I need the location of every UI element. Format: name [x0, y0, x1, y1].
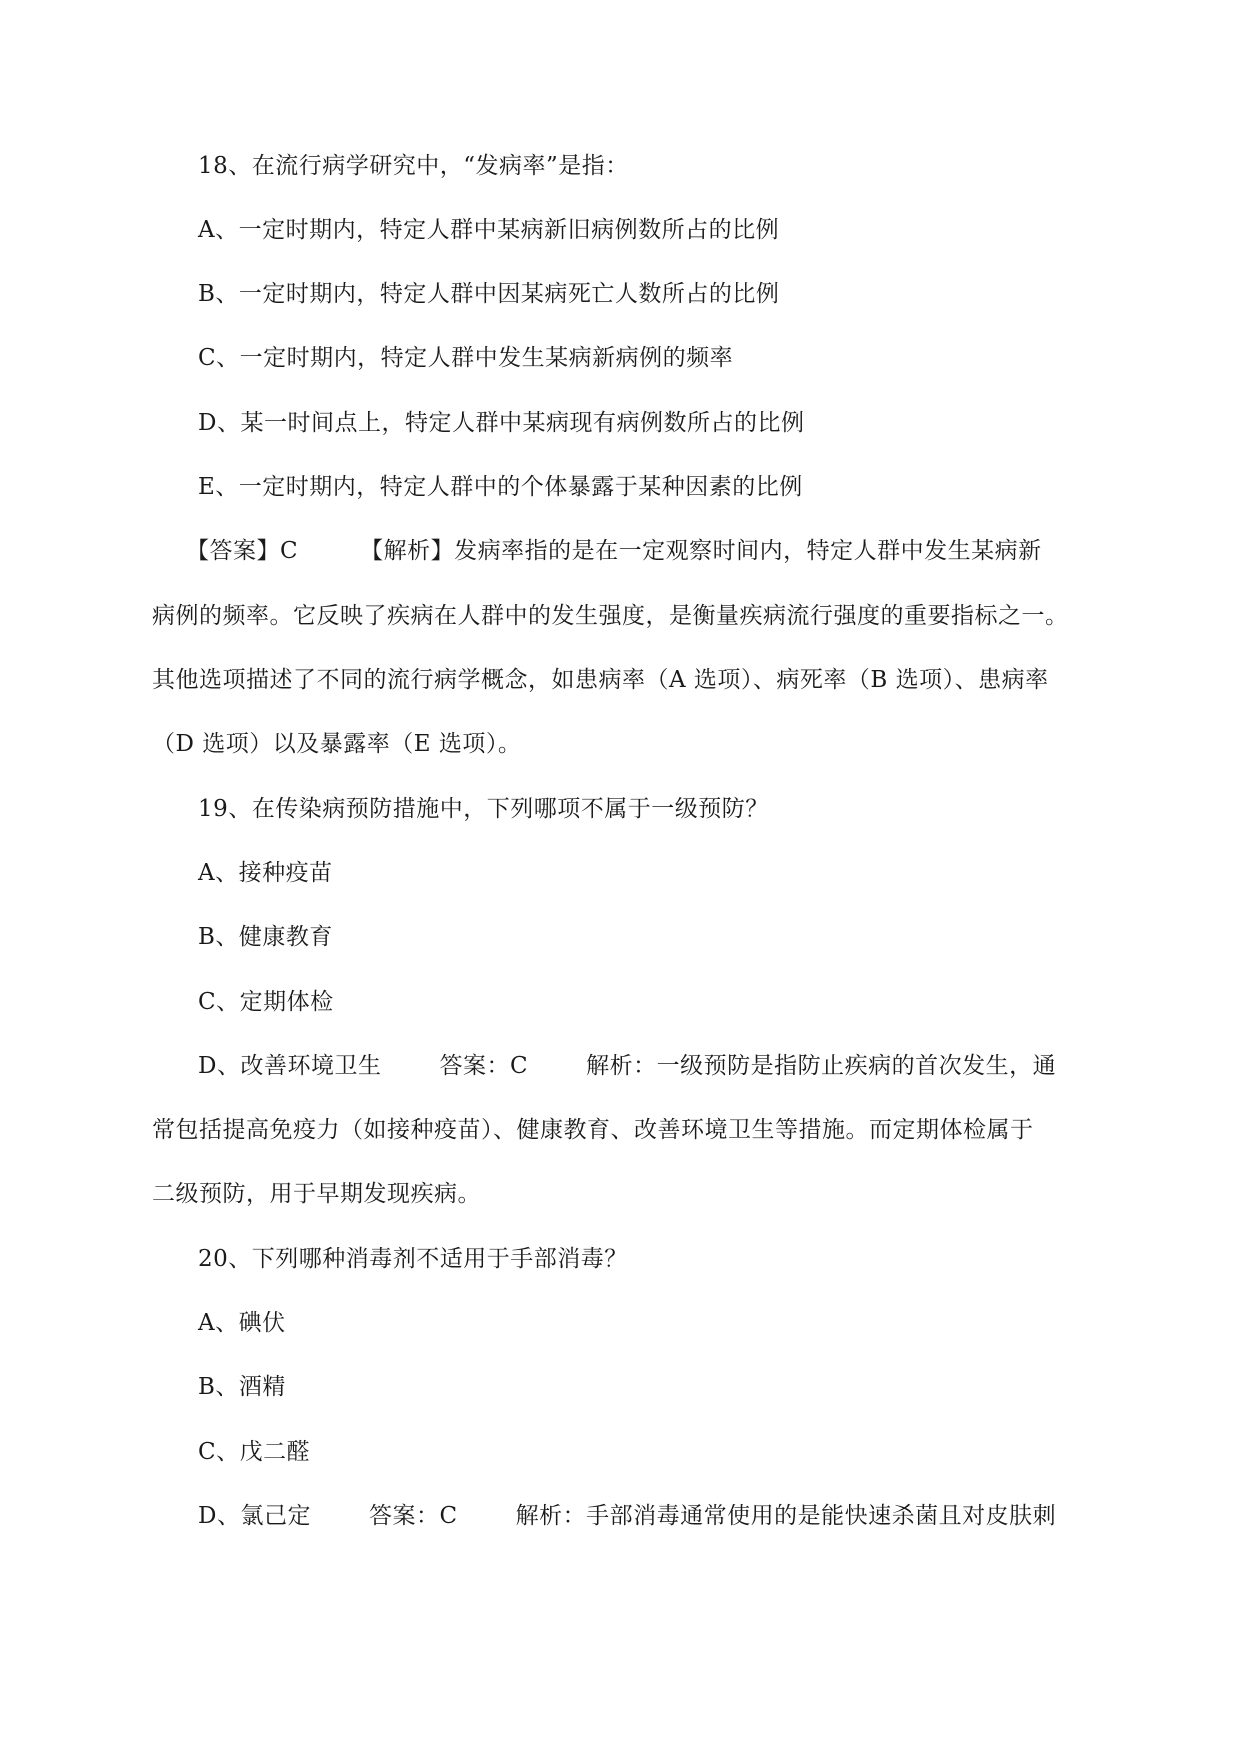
- question-18: 18、在流行病学研究中，“发病率”是指：: [198, 153, 629, 179]
- q18-analysis-line-2: 病例的频率。它反映了疾病在人群中的发生强度，是衡量疾病流行强度的重要指标之一。: [152, 603, 1069, 629]
- q18-answer-line: [186, 535, 1126, 567]
- q18-option-d: D、某一时间点上，特定人群中某病现有病例数所占的比例: [198, 410, 805, 436]
- q18-analysis-line-1: 【解析】发病率指的是在一定观察时间内，特定人群中发生某病新: [360, 538, 1042, 564]
- q18-analysis-line-4: （D 选项）以及暴露率（E 选项）。: [152, 731, 522, 757]
- q20-option-d-line: [198, 1500, 1138, 1532]
- q20-option-b: B、酒精: [198, 1374, 286, 1400]
- q18-option-e: E、一定时期内，特定人群中的个体暴露于某种因素的比例: [198, 474, 803, 500]
- q20-option-c: C、戊二醛: [198, 1439, 311, 1465]
- q19-analysis-line-2: 常包括提高免疫力（如接种疫苗）、健康教育、改善环境卫生等措施。而定期体检属于: [152, 1117, 1034, 1143]
- q19-option-d: D、改善环境卫生: [198, 1053, 382, 1079]
- q18-option-a: A、一定时期内，特定人群中某病新旧病例数所占的比例: [198, 217, 780, 243]
- q20-option-d: D、氯己定: [198, 1503, 311, 1529]
- q19-analysis-line-1: 解析：一级预防是指防止疾病的首次发生，通: [586, 1053, 1057, 1079]
- q20-analysis-line-1: 解析：手部消毒通常使用的是能快速杀菌且对皮肤刺: [515, 1503, 1057, 1529]
- question-19: 19、在传染病预防措施中，下列哪项不属于一级预防？: [198, 796, 769, 822]
- q20-option-a: A、碘伏: [198, 1310, 286, 1336]
- q18-analysis-line-3: 其他选项描述了不同的流行病学概念，如患病率（A 选项）、病死率（B 选项）、患病率: [152, 667, 1049, 693]
- q20-answer: 答案：C: [368, 1503, 458, 1529]
- q19-answer: 答案：C: [439, 1053, 529, 1079]
- q19-option-a: A、接种疫苗: [198, 860, 333, 886]
- q19-analysis-line-3: 二级预防，用于早期发现疾病。: [152, 1181, 481, 1207]
- q19-option-b: B、健康教育: [198, 924, 333, 950]
- q18-answer: 【答案】C: [186, 538, 299, 564]
- q19-option-c: C、定期体检: [198, 989, 334, 1015]
- q18-option-b: B、一定时期内，特定人群中因某病死亡人数所占的比例: [198, 281, 780, 307]
- q18-option-c: C、一定时期内，特定人群中发生某病新病例的频率: [198, 345, 734, 371]
- q19-option-d-line: [198, 1050, 1138, 1082]
- question-20: 20、下列哪种消毒剂不适用于手部消毒？: [198, 1246, 628, 1272]
